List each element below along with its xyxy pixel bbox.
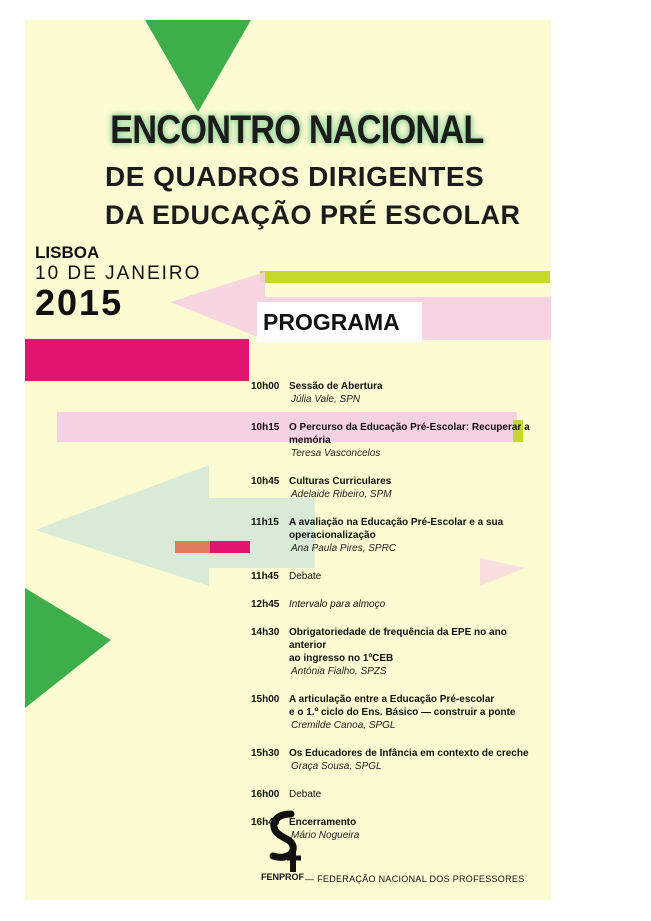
item-speaker: Teresa Vasconcelos bbox=[291, 448, 381, 459]
item-time: 14h30 bbox=[251, 627, 280, 638]
schedule-item bbox=[251, 693, 541, 732]
item-speaker: Júlia Vale, SPN bbox=[291, 394, 361, 405]
logo-label: FENPROF bbox=[261, 872, 305, 882]
item-title: Encerramento bbox=[289, 817, 357, 828]
event-date: 10 DE JANEIRO bbox=[35, 263, 202, 284]
item-time: 12h45 bbox=[251, 599, 280, 610]
item-speaker: Mário Nogueira bbox=[291, 830, 360, 841]
item-time: 10h15 bbox=[251, 422, 280, 433]
schedule-item bbox=[251, 380, 541, 406]
item-title: Os Educadores de Infância em contexto de creche bbox=[289, 748, 529, 759]
title-line-1: ENCONTRO NACIONAL bbox=[110, 108, 484, 152]
title-line-3: DA EDUCAÇÃO PRÉ ESCOLAR bbox=[105, 200, 521, 230]
item-time: 11h15 bbox=[251, 517, 279, 528]
schedule-item bbox=[251, 788, 541, 801]
item-speaker: Antónia Fialho, SPZS bbox=[291, 666, 387, 677]
item-speaker: Ana Paula Pires, SPRC bbox=[291, 543, 397, 554]
schedule-list bbox=[251, 380, 541, 857]
schedule-item bbox=[251, 747, 541, 773]
event-year: 2015 bbox=[35, 282, 124, 323]
green-triangle-top bbox=[145, 20, 251, 112]
item-title-line-2: e o 1.º ciclo do Ens. Básico — construir a ponte bbox=[289, 707, 516, 718]
programa-heading: PROGRAMA bbox=[257, 302, 422, 342]
organization-name: — FEDERAÇÃO NACIONAL DOS PROFESSORES bbox=[305, 874, 525, 884]
schedule-item bbox=[251, 475, 541, 501]
schedule-item bbox=[251, 598, 541, 611]
item-speaker: Graça Sousa, SPGL bbox=[291, 761, 382, 772]
schedule-item bbox=[251, 516, 541, 555]
item-title-line-2: ao ingresso no 1ºCEB bbox=[289, 653, 394, 664]
title-line-2: DE QUADROS DIRIGENTES bbox=[105, 161, 485, 192]
green-triangle-bottom bbox=[25, 588, 111, 708]
poster bbox=[25, 20, 551, 900]
item-time: 15h30 bbox=[251, 748, 280, 759]
item-time: 15h00 bbox=[251, 694, 280, 705]
item-title: A avaliação na Educação Pré-Escolar e a sua operacionalização bbox=[289, 517, 504, 541]
salmon-bar bbox=[175, 541, 210, 553]
schedule-item bbox=[251, 626, 541, 678]
event-city: LISBOA bbox=[35, 243, 100, 262]
item-title: O Percurso da Educação Pré-Escolar: Recuperar a memória bbox=[289, 422, 530, 446]
item-time: 11h45 bbox=[251, 571, 279, 582]
fenprof-logo-icon bbox=[261, 810, 307, 878]
lime-bar bbox=[260, 271, 550, 283]
item-title: Intervalo para almoço bbox=[289, 599, 386, 610]
item-time: 16h45 bbox=[251, 817, 280, 828]
item-speaker: Cremilde Canoa, SPGL bbox=[291, 720, 396, 731]
item-time: 16h00 bbox=[251, 789, 280, 800]
item-title: A articulação entre a Educação Pré-escolar bbox=[289, 694, 495, 705]
item-title: Debate bbox=[289, 789, 322, 800]
item-title: Sessão de Abertura bbox=[289, 381, 383, 392]
item-time: 10h00 bbox=[251, 381, 280, 392]
item-title: Culturas Curriculares bbox=[289, 476, 392, 487]
item-speaker: Adelaide Ribeiro, SPM bbox=[291, 489, 392, 500]
item-title: Debate bbox=[289, 571, 322, 582]
schedule-item bbox=[251, 421, 541, 460]
schedule-item bbox=[251, 570, 541, 583]
item-title: Obrigatoriedade de frequência da EPE no ano anterior bbox=[289, 627, 507, 651]
magenta-bar bbox=[25, 339, 249, 381]
item-time: 10h45 bbox=[251, 476, 280, 487]
